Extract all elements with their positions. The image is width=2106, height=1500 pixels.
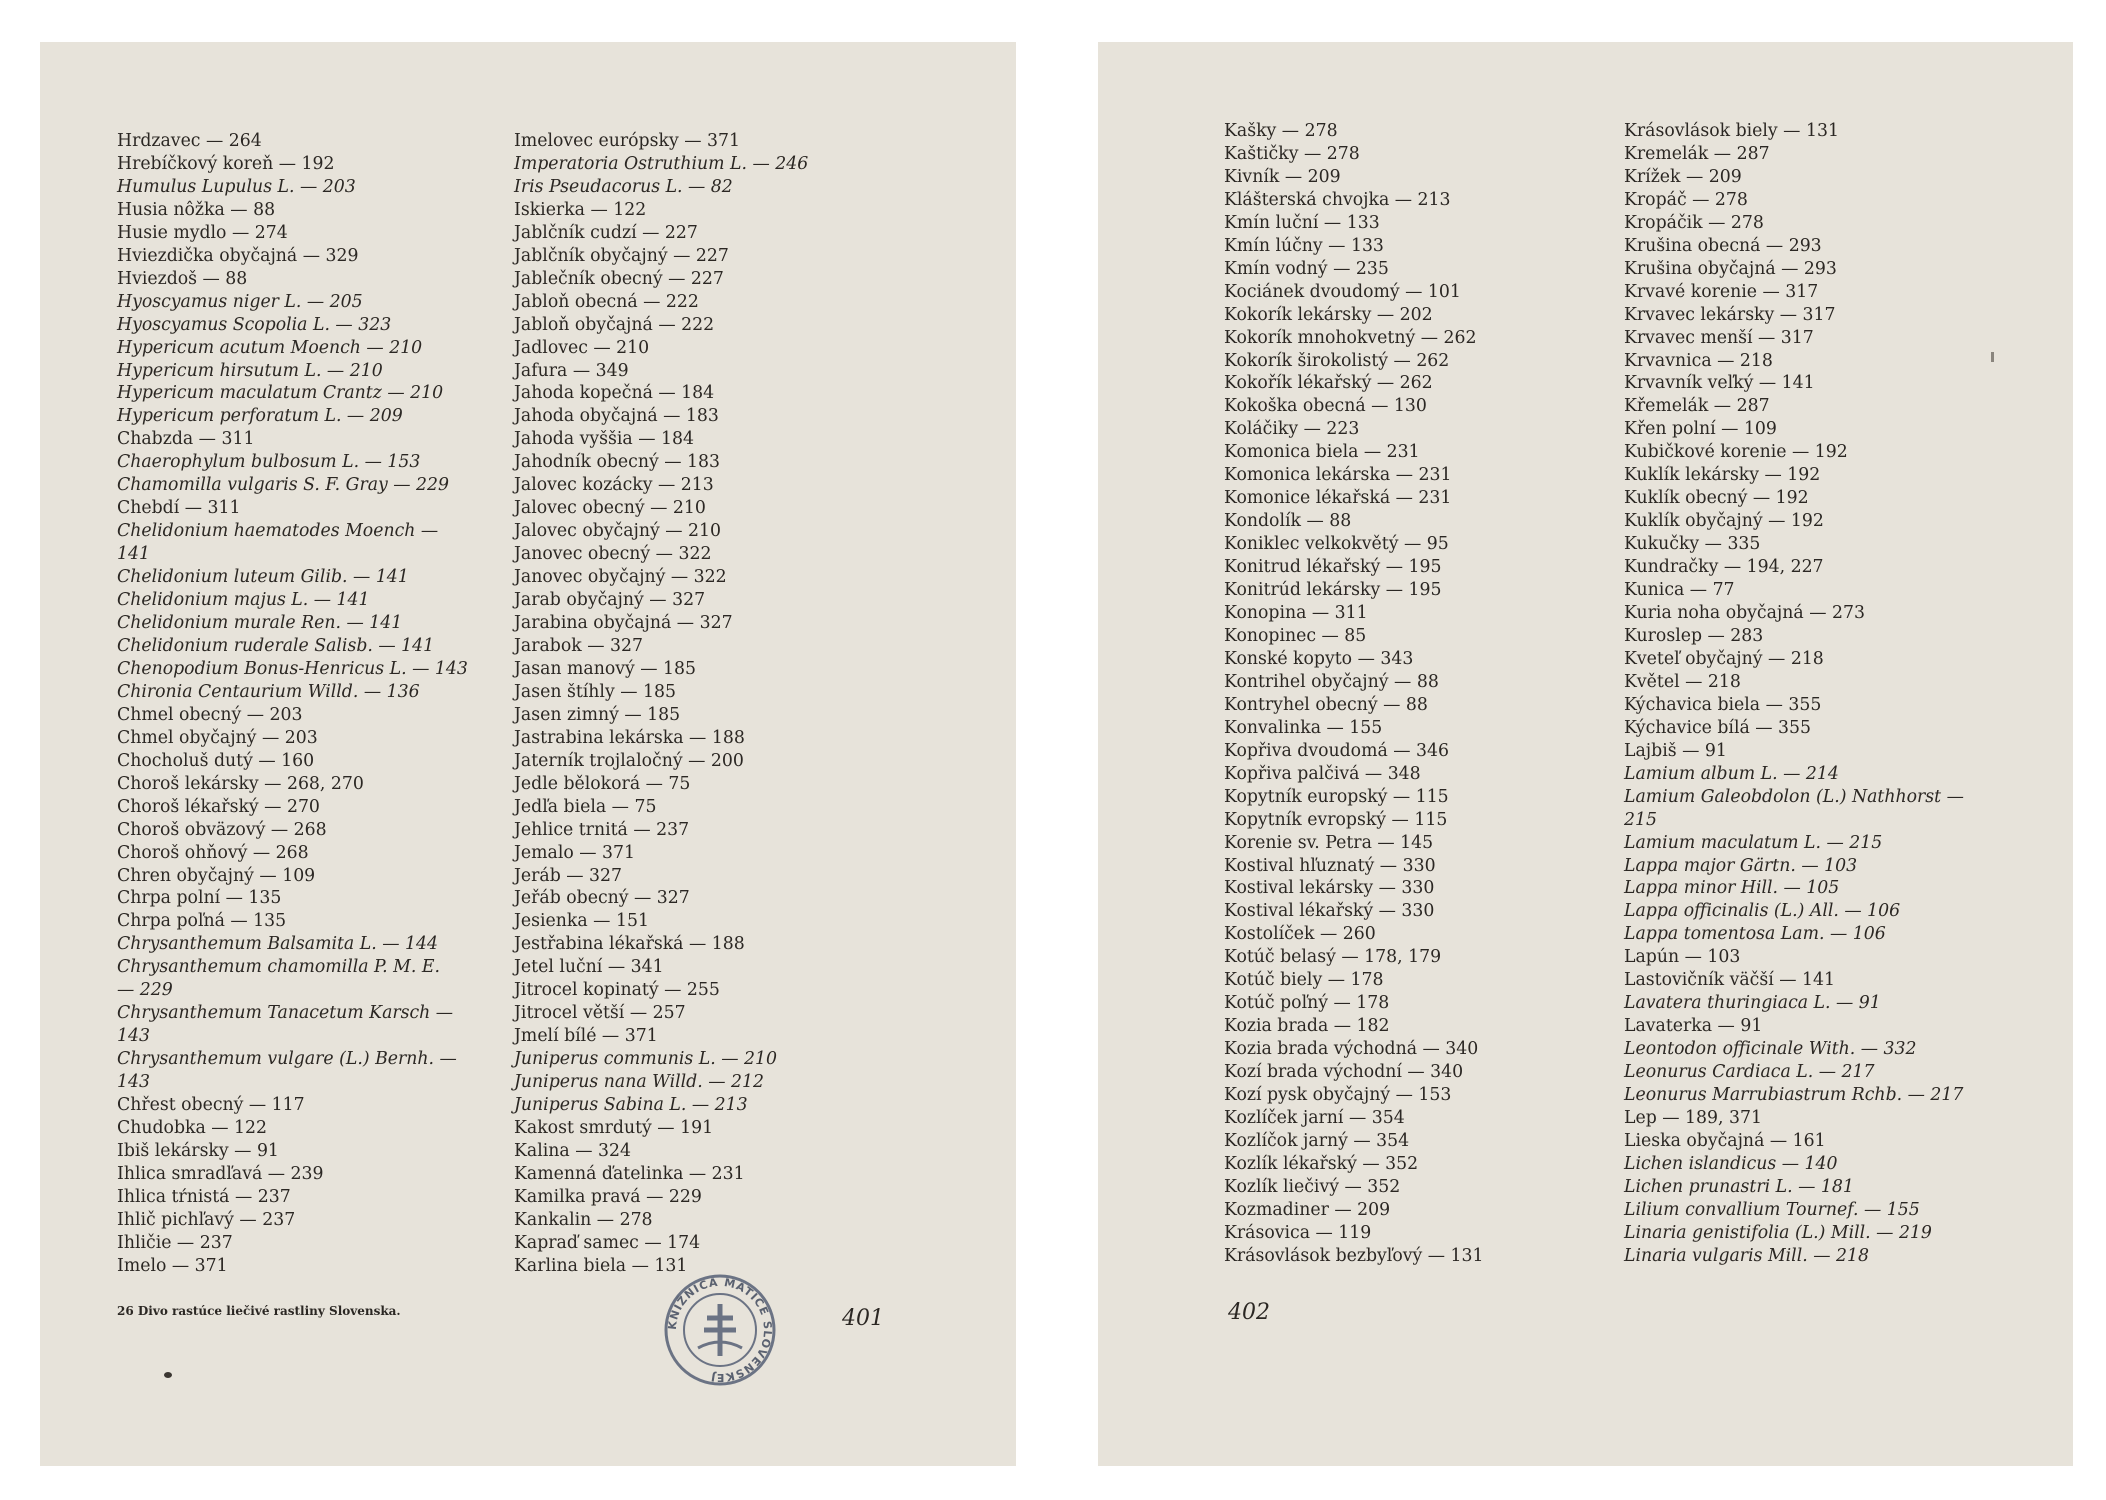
index-entry: Lichen prunastri L. — 181 <box>1624 1176 1854 1197</box>
index-entry: Konské kopyto — 343 <box>1224 648 1414 669</box>
index-entry: Ihlič pichľavý — 237 <box>117 1209 296 1230</box>
index-entry: Jmelí bílé — 371 <box>514 1026 658 1047</box>
index-entry: Jabloň obyčajná — 222 <box>514 314 715 335</box>
index-entry: Jahodník obecný — 183 <box>514 452 720 473</box>
index-entry: Jarab obyčajný — 327 <box>514 590 706 611</box>
ink-speck <box>164 1372 172 1378</box>
index-entry: Kaštičky — 278 <box>1224 143 1360 164</box>
index-entry: Jesienka — 151 <box>514 911 649 932</box>
index-entry: Kivník — 209 <box>1224 166 1341 187</box>
index-entry: Janovec obecný — 322 <box>514 544 712 565</box>
index-entry: Kostival lekársky — 330 <box>1224 878 1435 899</box>
index-entry: Jedle bělokorá — 75 <box>514 773 691 794</box>
index-entry: Kremelák — 287 <box>1624 143 1770 164</box>
index-entry: Chrpa poľná — 135 <box>117 911 287 932</box>
index-entry: Chelidonium ruderale Salisb. — 141 <box>117 635 435 656</box>
index-entry: Kropáčik — 278 <box>1624 212 1764 233</box>
stamp-text: KNIŽNICA MATICE SLOVENSKEJ <box>665 1275 775 1385</box>
index-entry: Lieska obyčajná — 161 <box>1624 1130 1826 1151</box>
index-entry: Kubičkové korenie — 192 <box>1624 442 1848 463</box>
index-entry: Ibiš lekársky — 91 <box>117 1140 279 1161</box>
index-entry: Linaria vulgaris Mill. — 218 <box>1624 1245 1869 1266</box>
index-entry: Kašky — 278 <box>1224 121 1338 141</box>
index-entry: Jemalo — 371 <box>514 842 636 863</box>
index-entry: Jaterník trojlaločný — 200 <box>514 750 744 771</box>
index-entry: Jabloň obecná — 222 <box>514 291 699 312</box>
index-entry: Kotúč poľný — 178 <box>1224 993 1390 1014</box>
index-entry: Karlina biela — 131 <box>514 1255 688 1276</box>
index-entry: Chocholuš dutý — 160 <box>117 750 315 771</box>
index-entry: Chelidonium luteum Gilib. — 141 <box>117 567 409 588</box>
index-column-left-1 <box>117 130 487 1278</box>
index-column-left-2 <box>514 130 914 1278</box>
index-entry: Kuroslep — 283 <box>1624 625 1764 646</box>
index-entry: Konvalinka — 155 <box>1224 717 1383 738</box>
index-entry: Chřest obecný — 117 <box>117 1095 305 1116</box>
index-entry: Kankalin — 278 <box>514 1209 653 1230</box>
index-entry: Kokorík lekársky — 202 <box>1224 304 1433 325</box>
index-entry: Jedľa biela — 75 <box>514 796 657 817</box>
index-entry: Kondolík — 88 <box>1224 511 1352 532</box>
index-entry: Kokorík širokolistý — 262 <box>1224 350 1450 371</box>
index-entry: Hviezdička obyčajná — 329 <box>117 245 359 266</box>
index-entry: Husia nôžka — 88 <box>117 199 276 220</box>
index-entry: 143 <box>117 1072 150 1093</box>
index-entry: Kveteľ obyčajný — 218 <box>1624 648 1824 669</box>
index-entry: Lilium convallium Tournef. — 155 <box>1624 1199 1920 1220</box>
index-entry: Kozlík lékařský — 352 <box>1224 1153 1419 1174</box>
ink-speck <box>1991 352 1994 362</box>
index-entry: Jitrocel kopinatý — 255 <box>514 980 720 1001</box>
index-entry: Jasan manový — 185 <box>514 658 697 679</box>
index-entry: Leonurus Cardiaca L. — 217 <box>1624 1062 1875 1083</box>
index-entry: Kamilka pravá — 229 <box>514 1186 702 1207</box>
index-column-right-1 <box>1224 120 1614 1268</box>
index-entry: Lappa major Gärtn. — 103 <box>1624 855 1858 876</box>
index-entry: Komonica biela — 231 <box>1224 442 1420 463</box>
index-entry: Chabzda — 311 <box>117 429 255 450</box>
index-entry: Kokořík lékařský — 262 <box>1224 373 1433 394</box>
index-entry: Kukučky — 335 <box>1624 534 1761 555</box>
index-entry: Jasen štíhly — 185 <box>514 681 676 702</box>
index-entry: Jalovec obecný — 210 <box>514 498 706 519</box>
index-entry: Iris Pseudacorus L. — 82 <box>514 176 733 197</box>
index-entry: Hyoscyamus Scopolia L. — 323 <box>117 314 392 335</box>
index-entry: Lajbiš — 91 <box>1624 740 1727 761</box>
index-entry: Choroš obväzový — 268 <box>117 819 327 840</box>
index-entry: Kropáč — 278 <box>1624 189 1748 210</box>
index-entry: Kostival lékařský — 330 <box>1224 901 1435 922</box>
index-entry: Lappa minor Hill. — 105 <box>1624 878 1840 899</box>
index-entry: Kuria noha obyčajná — 273 <box>1624 603 1865 624</box>
index-entry: Kozlíček jarní — 354 <box>1224 1107 1405 1128</box>
index-entry: Chrpa polní — 135 <box>117 888 282 909</box>
index-entry: Jafura — 349 <box>514 360 629 381</box>
index-entry: 215 <box>1624 809 1657 830</box>
index-entry: Kopřiva palčivá — 348 <box>1224 763 1421 784</box>
index-entry: Hypericum hirsutum L. — 210 <box>117 360 383 381</box>
index-entry: Chmel obyčajný — 203 <box>117 727 318 748</box>
index-entry: Lappa tomentosa Lam. — 106 <box>1624 924 1886 945</box>
index-entry: Chrysanthemum vulgare (L.) Bernh. — <box>117 1049 457 1070</box>
index-entry: Kostival hľuznatý — 330 <box>1224 855 1436 876</box>
index-entry: Juniperus Sabina L. — 213 <box>514 1095 748 1116</box>
index-entry: Kotúč biely — 178 <box>1224 970 1384 991</box>
index-entry: Chrysanthemum Tanacetum Karsch — <box>117 1003 454 1024</box>
index-entry: Kapraď samec — 174 <box>514 1232 701 1253</box>
index-entry: Klášterská chvojka — 213 <box>1224 189 1451 210</box>
index-entry: Krásovlások bezbyľový — 131 <box>1224 1245 1484 1266</box>
index-entry: Křen polní — 109 <box>1624 419 1777 440</box>
index-entry: Jeráb — 327 <box>514 865 623 886</box>
index-entry: Ihličie — 237 <box>117 1232 233 1253</box>
index-entry: Lappa officinalis (L.) All. — 106 <box>1624 901 1901 922</box>
index-entry: Konitrúd lekársky — 195 <box>1224 580 1442 601</box>
index-entry: Kalina — 324 <box>514 1140 631 1161</box>
index-entry: Juniperus communis L. — 210 <box>514 1049 777 1070</box>
index-entry: Jahoda obyčajná — 183 <box>514 406 719 427</box>
index-entry: Iskierka — 122 <box>514 199 647 220</box>
right-page <box>1098 42 2073 1466</box>
index-entry: Kamenná ďatelinka — 231 <box>514 1163 745 1184</box>
index-entry: Hypericum perforatum L. — 209 <box>117 406 403 427</box>
index-entry: Hyoscyamus niger L. — 205 <box>117 291 363 312</box>
index-entry: Jasen zimný — 185 <box>514 704 681 725</box>
index-entry: Choroš ohňový — 268 <box>117 842 309 863</box>
index-entry: Komonica lekárska — 231 <box>1224 465 1452 486</box>
index-entry: 141 <box>117 544 150 565</box>
index-entry: Lavaterka — 91 <box>1624 1016 1763 1037</box>
index-entry: Jadlovec — 210 <box>514 337 650 358</box>
index-entry: Chebdí — 311 <box>117 498 241 519</box>
index-entry: Hrdzavec — 264 <box>117 131 262 151</box>
index-entry: Kontrihel obyčajný — 88 <box>1224 671 1439 692</box>
index-entry: Květel — 218 <box>1624 671 1741 692</box>
index-column-right-2 <box>1624 120 2034 1268</box>
index-entry: Lep — 189, 371 <box>1624 1107 1762 1128</box>
index-entry: Jahoda vyššia — 184 <box>514 429 694 450</box>
index-entry: Jestřabina lékařská — 188 <box>514 934 745 955</box>
index-entry: Jehlice trnitá — 237 <box>514 819 690 840</box>
index-entry: Ihlica tŕnistá — 237 <box>117 1186 291 1207</box>
index-entry: Koláčiky — 223 <box>1224 419 1360 440</box>
index-entry: Krvavec lekársky — 317 <box>1624 304 1836 325</box>
index-entry: Choroš lekársky — 268, 270 <box>117 773 364 794</box>
index-entry: Kakost smrdutý — 191 <box>514 1117 714 1138</box>
index-entry: Chironia Centaurium Willd. — 136 <box>117 681 420 702</box>
index-entry: Krvavec menší — 317 <box>1624 327 1814 348</box>
index-entry: Chrysanthemum Balsamita L. — 144 <box>117 934 438 955</box>
index-entry: Juniperus nana Willd. — 212 <box>514 1072 764 1093</box>
index-entry: Hrebíčkový koreň — 192 <box>117 153 335 174</box>
index-entry: Jablečník obecný — 227 <box>514 268 724 289</box>
index-entry: — 229 <box>117 980 173 1001</box>
index-entry: Kmín luční — 133 <box>1224 212 1380 233</box>
index-entry: Kostolíček — 260 <box>1224 924 1376 945</box>
index-entry: 143 <box>117 1026 150 1047</box>
index-entry: Konitrud lékařský — 195 <box>1224 557 1442 578</box>
index-entry: Korenie sv. Petra — 145 <box>1224 832 1434 853</box>
index-entry: Krvavé korenie — 317 <box>1624 281 1819 302</box>
index-entry: Kmín lúčny — 133 <box>1224 235 1384 256</box>
index-entry: Leontodon officinale With. — 332 <box>1624 1039 1917 1060</box>
index-entry: Chudobka — 122 <box>117 1117 268 1138</box>
page-number-left: 401 <box>842 1306 884 1331</box>
index-entry: Konopinec — 85 <box>1224 625 1367 646</box>
index-entry: Kozmadiner — 209 <box>1224 1199 1391 1220</box>
index-entry: Imelovec európsky — 371 <box>514 131 740 151</box>
index-entry: Kokorík mnohokvetný — 262 <box>1224 327 1477 348</box>
index-entry: Janovec obyčajný — 322 <box>514 567 727 588</box>
index-entry: Konopina — 311 <box>1224 603 1368 624</box>
index-entry: Komonice lékařská — 231 <box>1224 488 1452 509</box>
index-entry: Chmel obecný — 203 <box>117 704 303 725</box>
page-number-right: 402 <box>1228 1300 1270 1325</box>
index-entry: Jalovec obyčajný — 210 <box>514 521 722 542</box>
index-entry: Husie mydlo — 274 <box>117 222 288 243</box>
index-entry: Kopřiva dvoudomá — 346 <box>1224 740 1450 761</box>
index-entry: Kozia brada východná — 340 <box>1224 1039 1479 1060</box>
index-entry: Chelidonium murale Ren. — 141 <box>117 613 403 634</box>
index-entry: Křemelák — 287 <box>1624 396 1770 417</box>
index-entry: Imperatoria Ostruthium L. — 246 <box>514 153 809 174</box>
footnote: 26 Divo rastúce liečivé rastliny Slovenska. <box>117 1304 401 1318</box>
index-entry: Kundračky — 194, 227 <box>1624 557 1824 578</box>
index-entry: Lamium maculatum L. — 215 <box>1624 832 1883 853</box>
index-entry: Kokoška obecná — 130 <box>1224 396 1427 417</box>
index-entry: Jarabok — 327 <box>514 635 643 656</box>
index-entry: Jahoda kopečná — 184 <box>514 383 715 404</box>
index-entry: Krušina obyčajná — 293 <box>1624 258 1837 279</box>
index-entry: Lapún — 103 <box>1624 947 1741 968</box>
index-entry: Linaria genistifolia (L.) Mill. — 219 <box>1624 1222 1932 1243</box>
index-entry: Chrysanthemum chamomilla P. M. E. <box>117 957 440 978</box>
index-entry: Lamium album L. — 214 <box>1624 763 1839 784</box>
index-entry: Kociánek dvoudomý — 101 <box>1224 281 1461 302</box>
index-entry: Chelidonium majus L. — 141 <box>117 590 370 611</box>
index-entry: Kozlík liečivý — 352 <box>1224 1176 1401 1197</box>
index-entry: Kuklík lekársky — 192 <box>1624 465 1821 486</box>
index-entry: Kozí pysk obyčajný — 153 <box>1224 1085 1452 1106</box>
index-entry: Jastrabina lekárska — 188 <box>514 727 745 748</box>
index-entry: Hviezdoš — 88 <box>117 268 248 289</box>
index-entry: Imelo — 371 <box>117 1255 228 1276</box>
index-entry: Chamomilla vulgaris S. F. Gray — 229 <box>117 475 450 496</box>
index-entry: Hypericum acutum Moench — 210 <box>117 337 423 358</box>
index-entry: Kopytník evropský — 115 <box>1224 809 1448 830</box>
index-entry: Chenopodium Bonus-Henricus L. — 143 <box>117 658 468 679</box>
index-entry: Jarabina obyčajná — 327 <box>514 613 733 634</box>
index-entry: Lastovičník väčší — 141 <box>1624 970 1835 991</box>
library-stamp <box>660 1270 780 1390</box>
index-entry: Lichen islandicus — 140 <box>1624 1153 1838 1174</box>
index-entry: Jitrocel větší — 257 <box>514 1003 686 1024</box>
index-entry: Kuklík obyčajný — 192 <box>1624 511 1824 532</box>
index-entry: Jablčník cudzí — 227 <box>514 222 698 243</box>
index-entry: Krížek — 209 <box>1624 166 1742 187</box>
index-entry: Jablčník obyčajný — 227 <box>514 245 729 266</box>
index-entry: Koniklec velkokvětý — 95 <box>1224 534 1449 555</box>
index-entry: Kmín vodný — 235 <box>1224 258 1389 279</box>
index-entry: Krušina obecná — 293 <box>1624 235 1822 256</box>
index-entry: Kuklík obecný — 192 <box>1624 488 1809 509</box>
index-entry: Hypericum maculatum Crantz — 210 <box>117 383 444 404</box>
index-entry: Chelidonium haematodes Moench — <box>117 521 439 542</box>
index-entry: Krvavník veľký — 141 <box>1624 373 1815 394</box>
left-page <box>40 42 1016 1466</box>
index-entry: Kozí brada východní — 340 <box>1224 1062 1464 1083</box>
index-entry: Kozlíčok jarný — 354 <box>1224 1130 1410 1151</box>
index-entry: Lamium Galeobdolon (L.) Nathhorst — <box>1624 786 1964 807</box>
index-entry: Krásovica — 119 <box>1224 1222 1372 1243</box>
index-entry: Choroš lékařský — 270 <box>117 796 320 817</box>
index-entry: Jalovec kozácky — 213 <box>514 475 714 496</box>
index-entry: Kontryhel obecný — 88 <box>1224 694 1428 715</box>
index-entry: Kýchavica biela — 355 <box>1624 694 1822 715</box>
index-entry: Jetel luční — 341 <box>514 957 664 978</box>
index-entry: Chren obyčajný — 109 <box>117 865 316 886</box>
index-entry: Kýchavice bílá — 355 <box>1624 717 1812 738</box>
index-entry: Kopytník europský — 115 <box>1224 786 1449 807</box>
index-entry: Jeřáb obecný — 327 <box>514 888 690 909</box>
index-entry: Ihlica smradľavá — 239 <box>117 1163 324 1184</box>
index-entry: Leonurus Marrubiastrum Rchb. — 217 <box>1624 1085 1964 1106</box>
index-entry: Kozia brada — 182 <box>1224 1016 1390 1037</box>
index-entry: Krásovlások biely — 131 <box>1624 121 1839 141</box>
index-entry: Krvavnica — 218 <box>1624 350 1773 371</box>
index-entry: Kotúč belasý — 178, 179 <box>1224 947 1442 968</box>
index-entry: Humulus Lupulus L. — 203 <box>117 176 356 197</box>
index-entry: Kunica — 77 <box>1624 580 1735 601</box>
index-entry: Lavatera thuringiaca L. — 91 <box>1624 993 1881 1014</box>
index-entry: Chaerophylum bulbosum L. — 153 <box>117 452 421 473</box>
